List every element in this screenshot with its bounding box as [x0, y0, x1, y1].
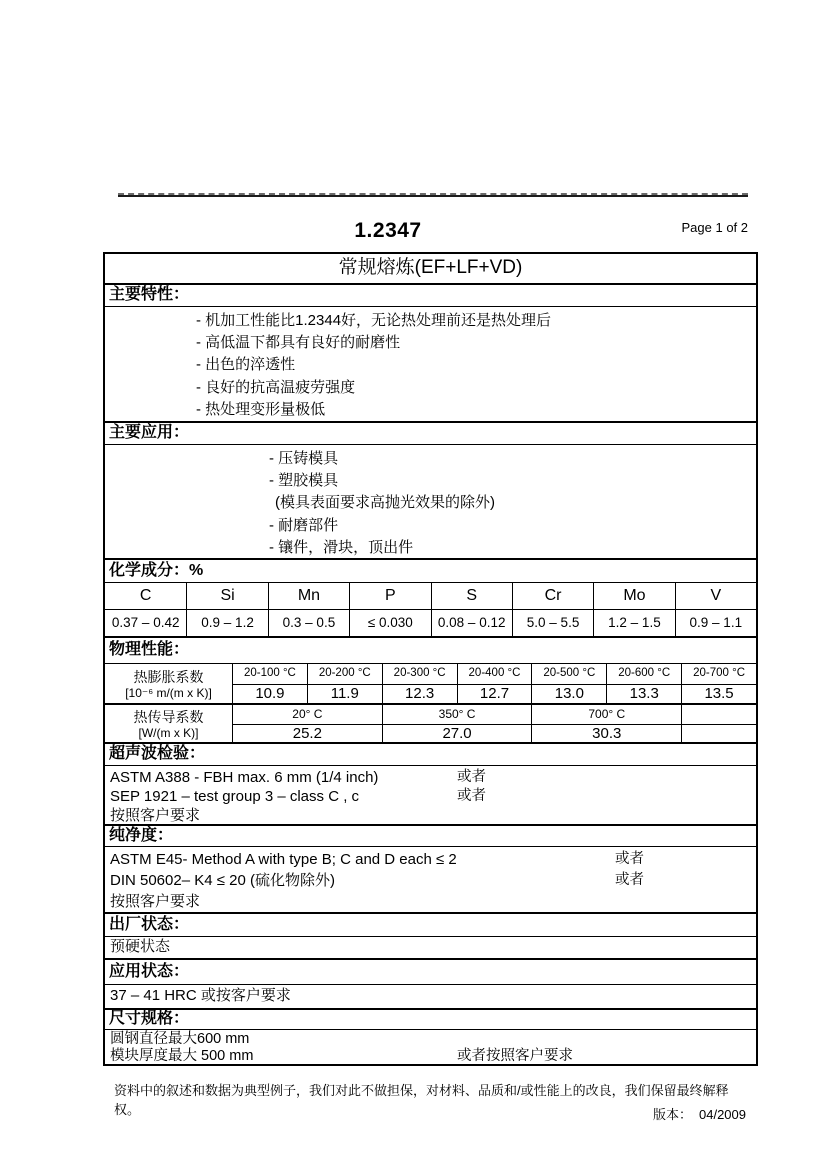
chem-value: 0.9 – 1.1 — [675, 610, 756, 636]
datasheet-table — [103, 252, 758, 1066]
dimensions-content — [105, 1029, 756, 1064]
chem-element: V — [675, 583, 756, 609]
expansion-value: 12.3 — [382, 684, 457, 703]
chem-value: 0.3 – 0.5 — [268, 610, 349, 636]
heading-application-condition: 应用状态： — [105, 958, 756, 984]
application-item: - 塑胶模具 — [269, 472, 339, 490]
or-customer-note: 或者按照客户要求 — [457, 1048, 573, 1064]
heading-characteristics: 主要特性： — [105, 283, 756, 306]
expansion-label-cell — [105, 664, 232, 703]
conductivity-label: 热传导系数 — [133, 708, 204, 725]
heading-purity: 纯净度： — [105, 824, 756, 846]
applications-list — [105, 444, 756, 558]
characteristic-item: - 热处理变形量极低 — [196, 400, 326, 418]
temp-range-header: 20-600 °C — [606, 664, 681, 684]
ultrasonic-line — [110, 768, 756, 787]
application-item-note: (模具表面要求高抛光效果的除外) — [275, 494, 495, 512]
chem-value: 0.08 – 0.12 — [431, 610, 512, 636]
chemical-values-row — [105, 609, 756, 636]
heading-ultrasonic: 超声波检验： — [105, 742, 756, 765]
characteristic-item: - 良好的抗高温疲劳强度 — [196, 378, 356, 396]
heading-applications: 主要应用： — [105, 421, 756, 444]
purity-line — [110, 891, 756, 912]
hardness-value: 37 – 41 HRC 或按客户要求 — [105, 984, 756, 1008]
application-item: - 镶件，滑块，顶出件 — [269, 538, 414, 556]
chem-element: Si — [186, 583, 267, 609]
page-indicator: Page 1 of 2 — [681, 220, 748, 235]
chem-element: P — [349, 583, 430, 609]
chem-value: 1.2 – 1.5 — [593, 610, 674, 636]
conductivity-value: 30.3 — [531, 724, 681, 742]
chem-element: Mo — [593, 583, 674, 609]
expansion-value: 13.0 — [531, 684, 606, 703]
heading-dimensions: 尺寸规格： — [105, 1008, 756, 1029]
expansion-value: 11.9 — [307, 684, 382, 703]
conductivity-value: 27.0 — [382, 724, 532, 742]
purity-content — [105, 846, 756, 912]
or-label: 或者 — [615, 851, 644, 867]
characteristic-item: - 出色的淬透性 — [196, 356, 296, 374]
conductivity-value: 25.2 — [232, 724, 382, 742]
temp-range-header: 20-400 °C — [457, 664, 532, 684]
temp-range-header: 20-500 °C — [531, 664, 606, 684]
expansion-value: 12.7 — [457, 684, 532, 703]
conductivity-temp-header: 700° C — [531, 705, 681, 724]
footer-disclaimer: 资料中的叙述和数据为典型例子，我们对此不做担保，对材料、品质和/或性能上的改良，我们保留最终解释权。 — [114, 1083, 729, 1117]
conductivity-temp-header: 20° C — [232, 705, 382, 724]
conductivity-unit: [W/(m x K)] — [138, 725, 199, 740]
temp-range-header: 20-300 °C — [382, 664, 457, 684]
thermal-expansion-table — [105, 663, 756, 703]
delivery-condition-value: 预硬状态 — [105, 936, 756, 958]
or-label: 或者 — [457, 769, 486, 785]
application-item: - 耐磨部件 — [269, 516, 339, 534]
dimension-text: 模块厚度最大 500 mm — [110, 1048, 254, 1064]
standard-text: ASTM A388 - FBH max. 6 mm (1/4 inch) — [110, 769, 379, 786]
conductivity-label-cell — [105, 705, 232, 742]
characteristic-item: - 高低温下都具有良好的耐磨性 — [196, 334, 401, 352]
expansion-unit: [10⁻⁶ m/(m x K)] — [125, 685, 212, 700]
footer-version — [653, 1104, 746, 1123]
chemical-elements-row — [105, 582, 756, 609]
characteristics-list — [105, 306, 756, 421]
expansion-label: 热膨胀系数 — [133, 668, 204, 685]
temp-range-header: 20-100 °C — [232, 664, 307, 684]
chem-element: S — [431, 583, 512, 609]
purity-line — [110, 870, 756, 891]
chem-value: ≤ 0.030 — [349, 610, 430, 636]
characteristic-item: - 机加工性能比1.2344好，无论热处理前还是热处理后 — [196, 312, 552, 329]
purity-line — [110, 849, 756, 870]
header-rule-solid — [118, 195, 748, 197]
temp-range-header: 20-700 °C — [681, 664, 756, 684]
version-label: 版本： — [652, 1107, 692, 1122]
chem-value: 0.9 – 1.2 — [186, 610, 267, 636]
application-item: - 压铸模具 — [269, 450, 339, 467]
ultrasonic-line — [110, 787, 756, 806]
ultrasonic-line — [110, 806, 756, 824]
header-rule — [118, 193, 748, 198]
conductivity-empty-cell — [681, 724, 756, 742]
version-value: 04/2009 — [699, 1107, 746, 1122]
expansion-value: 13.3 — [606, 684, 681, 703]
or-label: 或者 — [457, 788, 486, 804]
temp-range-header: 20-200 °C — [307, 664, 382, 684]
heading-delivery-condition: 出厂状态： — [105, 912, 756, 936]
dimension-line — [110, 1048, 756, 1064]
doc-number: 1.2347 — [354, 219, 422, 242]
standard-text: DIN 50602– K4 ≤ 20 (硫化物除外) — [110, 872, 335, 889]
conductivity-empty-cell — [681, 705, 756, 724]
expansion-value: 10.9 — [232, 684, 307, 703]
standard-text: 按照客户要求 — [110, 807, 201, 824]
chem-element: Cr — [512, 583, 593, 609]
heading-chemical-composition: 化学成分：% — [105, 558, 756, 582]
conductivity-temp-header: 350° C — [382, 705, 532, 724]
standard-text: SEP 1921 – test group 3 – class C , c — [110, 788, 360, 805]
thermal-conductivity-table — [105, 703, 756, 742]
chem-element: C — [139, 587, 152, 604]
heading-physical-properties: 物理性能： — [105, 636, 756, 663]
chem-value: 0.37 – 0.42 — [111, 615, 180, 630]
dimension-line: 圆钢直径最大600 mm — [110, 1031, 250, 1047]
chem-element: Mn — [268, 583, 349, 609]
chem-value: 5.0 – 5.5 — [512, 610, 593, 636]
ultrasonic-content — [105, 765, 756, 824]
standard-text: ASTM E45- Method A with type B; C and D each ≤ 2 — [110, 851, 457, 868]
expansion-value: 13.5 — [681, 684, 756, 703]
or-label: 或者 — [615, 872, 644, 888]
standard-text: 按照客户要求 — [110, 893, 201, 910]
table-title: 常规熔炼(EF+LF+VD) — [338, 257, 523, 278]
